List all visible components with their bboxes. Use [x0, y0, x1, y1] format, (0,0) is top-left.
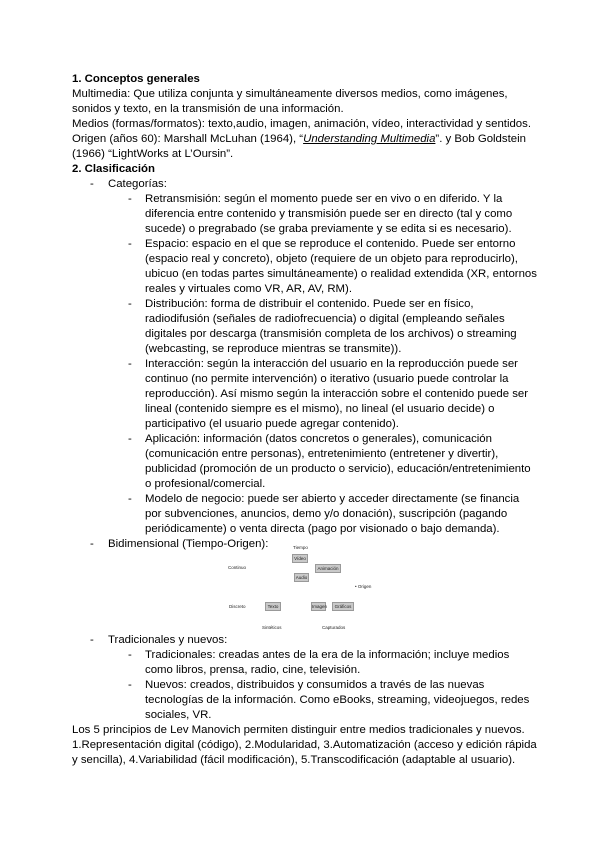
- list-bullet: -: [128, 649, 132, 661]
- paragraph-line: 1.Representación digital (código), 2.Modularidad, 3.Automatización (acceso y edición rápida: [72, 739, 537, 751]
- list-bullet: -: [128, 493, 132, 505]
- diagram-box-imagen: Imagen: [312, 604, 328, 609]
- diagram-axis-discreto: Discreto: [229, 604, 246, 609]
- diagram-axis-capturados: Capturados: [322, 625, 346, 630]
- list-item-line: Retransmisión: según el momento puede ser en vivo o en diferido. Y la: [145, 193, 503, 205]
- list-item-line: reales y virtuales como VR, AR, AV, RM).: [145, 283, 352, 295]
- list-bullet: -: [90, 634, 94, 646]
- diagram-box-animacion: Animación: [315, 564, 341, 573]
- list-item-line: digitales por descarga (transmisión completa de los archivos) o streaming: [145, 328, 517, 340]
- list-item-line: periódicamente) o venta directa (pago por visionado o bajo demanda).: [145, 523, 500, 535]
- tradicionales-label: Tradicionales y nuevos:: [108, 634, 228, 646]
- paragraph-line: (1966) “LightWorks at L’Oursin”.: [72, 148, 234, 160]
- list-item-line: (webcasting, se reproduce mientras se transmite)).: [145, 343, 402, 355]
- diagram-axis-origen: • Origen: [355, 584, 372, 589]
- paragraph-line: Los 5 principios de Lev Manovich permiten distinguir entre medios tradicionales y nuevos.: [72, 724, 525, 736]
- paragraph-line: sonidos y texto, en la transmisión de una información.: [72, 103, 344, 115]
- list-item-line: diferencia entre contenido y transmisión puede ser en directo (tal y como: [145, 208, 513, 220]
- list-item-line: lineal (contenido siempre es el mismo), no lineal (el usuario decide) o: [145, 403, 495, 415]
- list-item-line: por subvenciones, anuncios, demo y/o donación), suscripción (pagando: [145, 508, 508, 520]
- list-bullet: -: [90, 178, 94, 190]
- list-bullet: -: [90, 538, 94, 550]
- list-item-line: continuo (no permite intervención) o iterativo (usuario puede controlar la: [145, 373, 509, 385]
- list-item-line: Distribución: forma de distribuir el contenido. Puede ser en físico,: [145, 298, 474, 310]
- list-item-line: radiodifusión (señales de radiofrecuencia) o digital (empleando señales: [145, 313, 505, 325]
- list-bullet: -: [128, 358, 132, 370]
- list-item-line: Nuevos: creados, distribuidos y consumidos a través de las nuevas: [145, 679, 485, 691]
- diagram-origen-text: Origen: [357, 584, 372, 589]
- list-bullet: -: [128, 238, 132, 250]
- list-bullet: -: [128, 433, 132, 445]
- paragraph-line: Medios (formas/formatos): texto,audio, imagen, animación, vídeo, interactividad y sentidos.: [72, 118, 532, 130]
- list-item-line: publicidad (promoción de un producto o servicio), educación/entretenimiento: [145, 463, 531, 475]
- list-item-line: tecnologías de la información. Como eBooks, streaming, videojuegos, redes: [145, 694, 530, 706]
- list-item-line: Espacio: espacio en el que se reproduce el contenido. Puede ser entorno: [145, 238, 516, 250]
- diagram-box-audio: Audio: [295, 575, 308, 580]
- section1-heading: 1. Conceptos generales: [72, 73, 200, 85]
- list-item-line: reproducción). Así mismo según la interacción sobre el contenido puede ser: [145, 388, 529, 400]
- diagram-axis-sinteticos: Sintéticos: [262, 625, 282, 630]
- diagram-box-texto: Texto: [265, 602, 281, 611]
- list-bullet: -: [128, 679, 132, 691]
- list-item-line: como libros, prensa, radio, cine, televisión.: [145, 664, 361, 676]
- list-item-line: (comunicación entre personas), entretenimiento (entretener y divertir),: [145, 448, 499, 460]
- bidimensional-label: Bidimensional (Tiempo-Origen):: [108, 538, 269, 550]
- paragraph-line: Multimedia: Que utiliza conjunta y simultáneamente diversos medios, como imágenes,: [72, 88, 508, 100]
- list-item-line: Interacción: según la interacción del usuario en la reproducción puede ser: [145, 358, 518, 370]
- list-item-line: Aplicación: información (datos concretos o generales), comunicación: [145, 433, 492, 445]
- diagram-box-graficos: Gráficos: [332, 602, 354, 611]
- list-bullet: -: [128, 193, 132, 205]
- origin-text-pre: Origen (años 60): Marshall McLuhan (1964), “: [72, 133, 304, 145]
- section2-heading: 2. Clasificación: [72, 163, 155, 175]
- list-item-line: (espacio real y concreto), objeto (requiere de un objeto para reproducirlo),: [145, 253, 518, 265]
- origin-text-post: ”. y Bob Goldstein: [435, 133, 526, 145]
- list-item-line: sucede) o pregrabado (se graba previamente y se edita si es necesario).: [145, 223, 512, 235]
- diagram-box-video: Vídeo: [292, 554, 308, 563]
- categorias-label: Categorías:: [108, 178, 167, 190]
- origin-title: Understanding Multimedia: [303, 133, 436, 145]
- list-bullet: -: [128, 298, 132, 310]
- list-item-line: ubicuo (en todas partes simultáneamente) o realidad extendida (XR, entornos: [145, 268, 537, 280]
- paragraph-line: y sencilla), 4.Variabilidad (fácil modificación), 5.Transcodificación (adaptable al usuario).: [72, 754, 516, 766]
- diagram-axis-tiempo: Tiempo: [293, 545, 308, 550]
- list-item-line: Modelo de negocio: puede ser abierto y acceder directamente (se financia: [145, 493, 520, 505]
- origin-line: [72, 132, 526, 147]
- diagram-axis-continuo: Continuo: [228, 565, 247, 570]
- list-item-line: o profesional/comercial.: [145, 478, 266, 490]
- list-item-line: sociales, VR.: [145, 709, 212, 721]
- list-item-line: participativo (el usuario puede agregar contenido).: [145, 418, 399, 430]
- list-item-line: Tradicionales: creadas antes de la era de la información; incluye medios: [145, 649, 510, 661]
